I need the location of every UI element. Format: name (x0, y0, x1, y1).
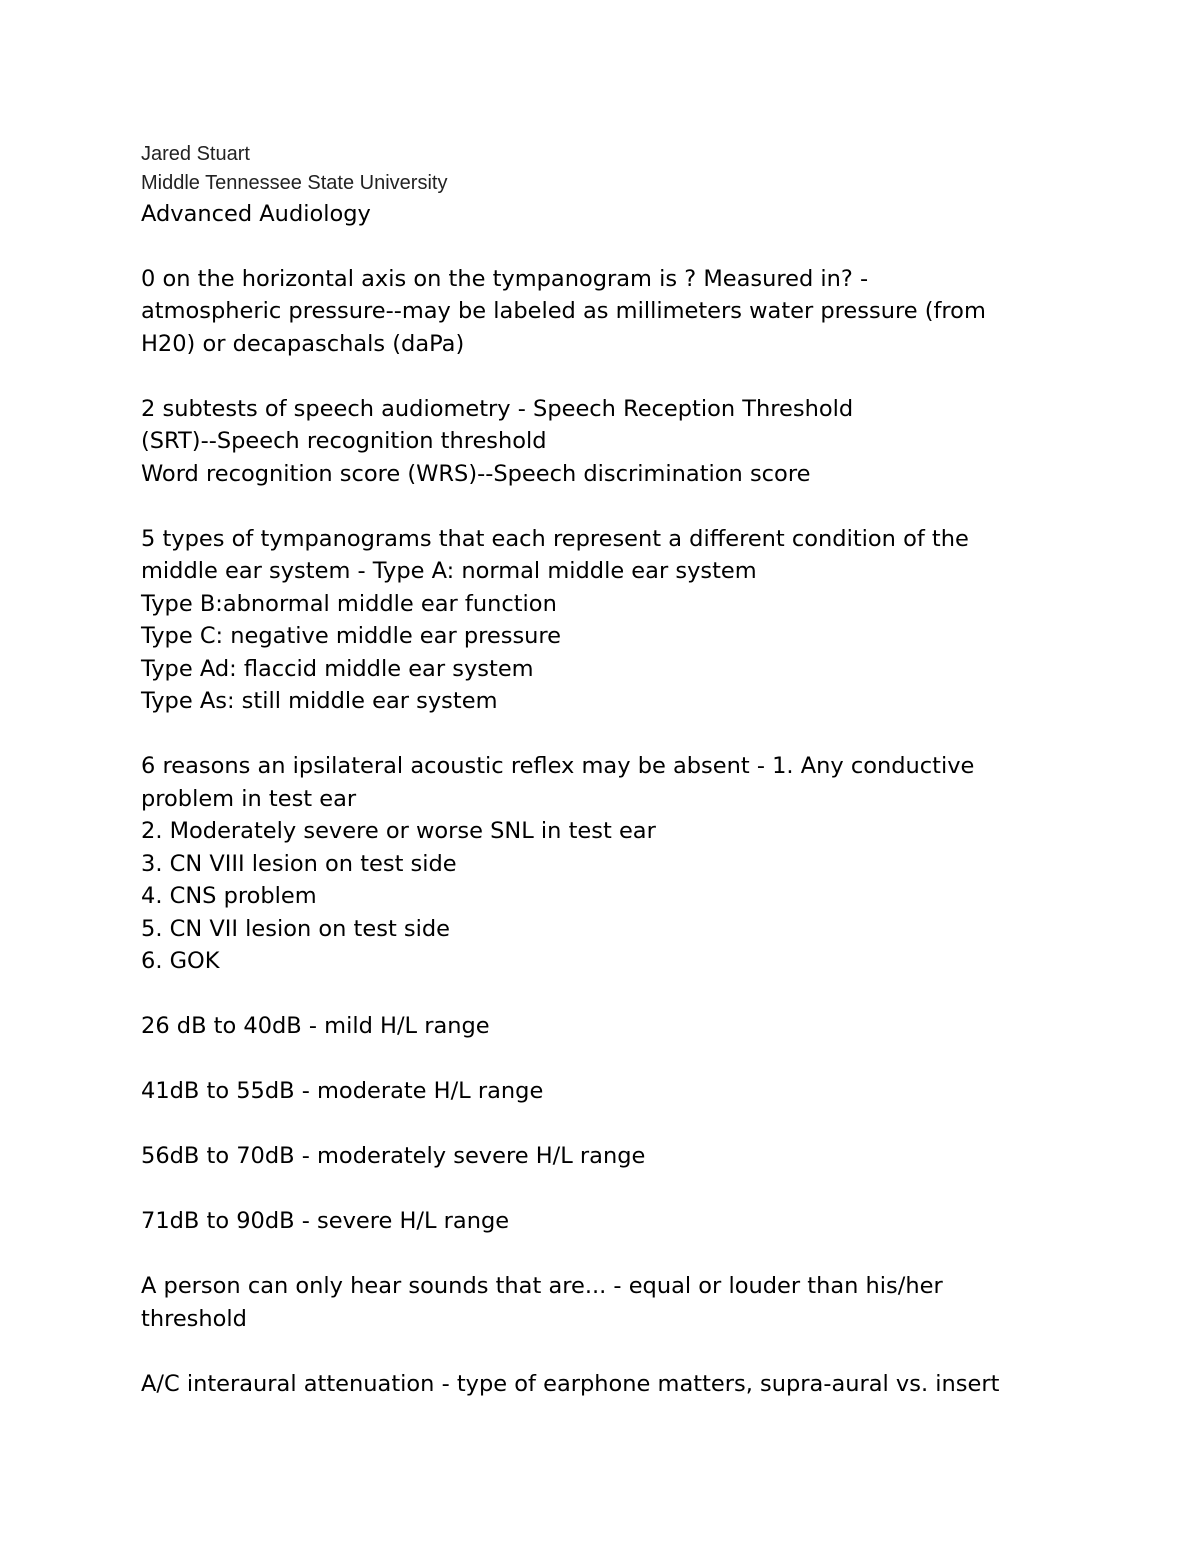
entry-line: middle ear system - Type A: normal middle ear system (141, 558, 757, 584)
entry-line: 2. Moderately severe or worse SNL in test ear (141, 818, 656, 844)
entry-line: 56dB to 70dB - moderately severe H/L range (141, 1143, 646, 1169)
entry-line: A/C interaural attenuation - type of earphone matters, supra-aural vs. insert (141, 1370, 1000, 1397)
entry-line: 71dB to 90dB - severe H/L range (141, 1208, 510, 1234)
document-body (141, 140, 1101, 1433)
entry-line: 5. CN VII lesion on test side (141, 915, 451, 942)
entry-line: 5 types of tympanograms that each represent a different condition of the (141, 525, 969, 552)
flashcard-entry (141, 750, 1101, 978)
flashcard-entry (141, 523, 1101, 718)
entry-line: Type As: still middle ear system (141, 688, 498, 714)
entry-line: Type Ad: flaccid middle ear system (141, 655, 534, 682)
entry-line: (SRT)--Speech recognition threshold (141, 428, 547, 454)
course-title: Advanced Audiology (141, 201, 371, 227)
entry-line: atmospheric pressure--may be labeled as millimeters water pressure (from (141, 298, 986, 324)
flashcard-entry (141, 263, 1101, 361)
author-name: Jared Stuart (141, 143, 250, 165)
entry-line: 4. CNS problem (141, 883, 317, 909)
entry-line: 3. CN VIII lesion on test side (141, 850, 457, 877)
entry-line: A person can only hear sounds that are... - equal or louder than his/her (141, 1273, 943, 1299)
flashcard-entry (141, 1140, 1101, 1173)
entry-line: 2 subtests of speech audiometry - Speech Reception Threshold (141, 395, 854, 422)
flashcard-entry (141, 1270, 1101, 1335)
entry-line: Word recognition score (WRS)--Speech discrimination score (141, 460, 811, 487)
flashcard-entry (141, 1205, 1101, 1238)
flashcard-entry (141, 1075, 1101, 1108)
entry-line: 0 on the horizontal axis on the tympanogram is ? Measured in? - (141, 265, 869, 292)
entry-line: Type B:abnormal middle ear function (141, 590, 557, 617)
entry-line: 6. GOK (141, 948, 220, 974)
entry-line: problem in test ear (141, 785, 357, 812)
entry-line: H20) or decapaschals (daPa) (141, 330, 465, 357)
entry-line: Type C: negative middle ear pressure (141, 623, 562, 649)
flashcard-entry (141, 393, 1101, 491)
flashcard-entry (141, 1368, 1101, 1401)
flashcard-entry (141, 1010, 1101, 1043)
entry-line: threshold (141, 1305, 247, 1332)
institution-name: Middle Tennessee State University (141, 172, 448, 194)
entry-line: 26 dB to 40dB - mild H/L range (141, 1013, 490, 1039)
entry-line: 6 reasons an ipsilateral acoustic reflex may be absent - 1. Any conductive (141, 753, 975, 779)
entry-line: 41dB to 55dB - moderate H/L range (141, 1078, 544, 1104)
